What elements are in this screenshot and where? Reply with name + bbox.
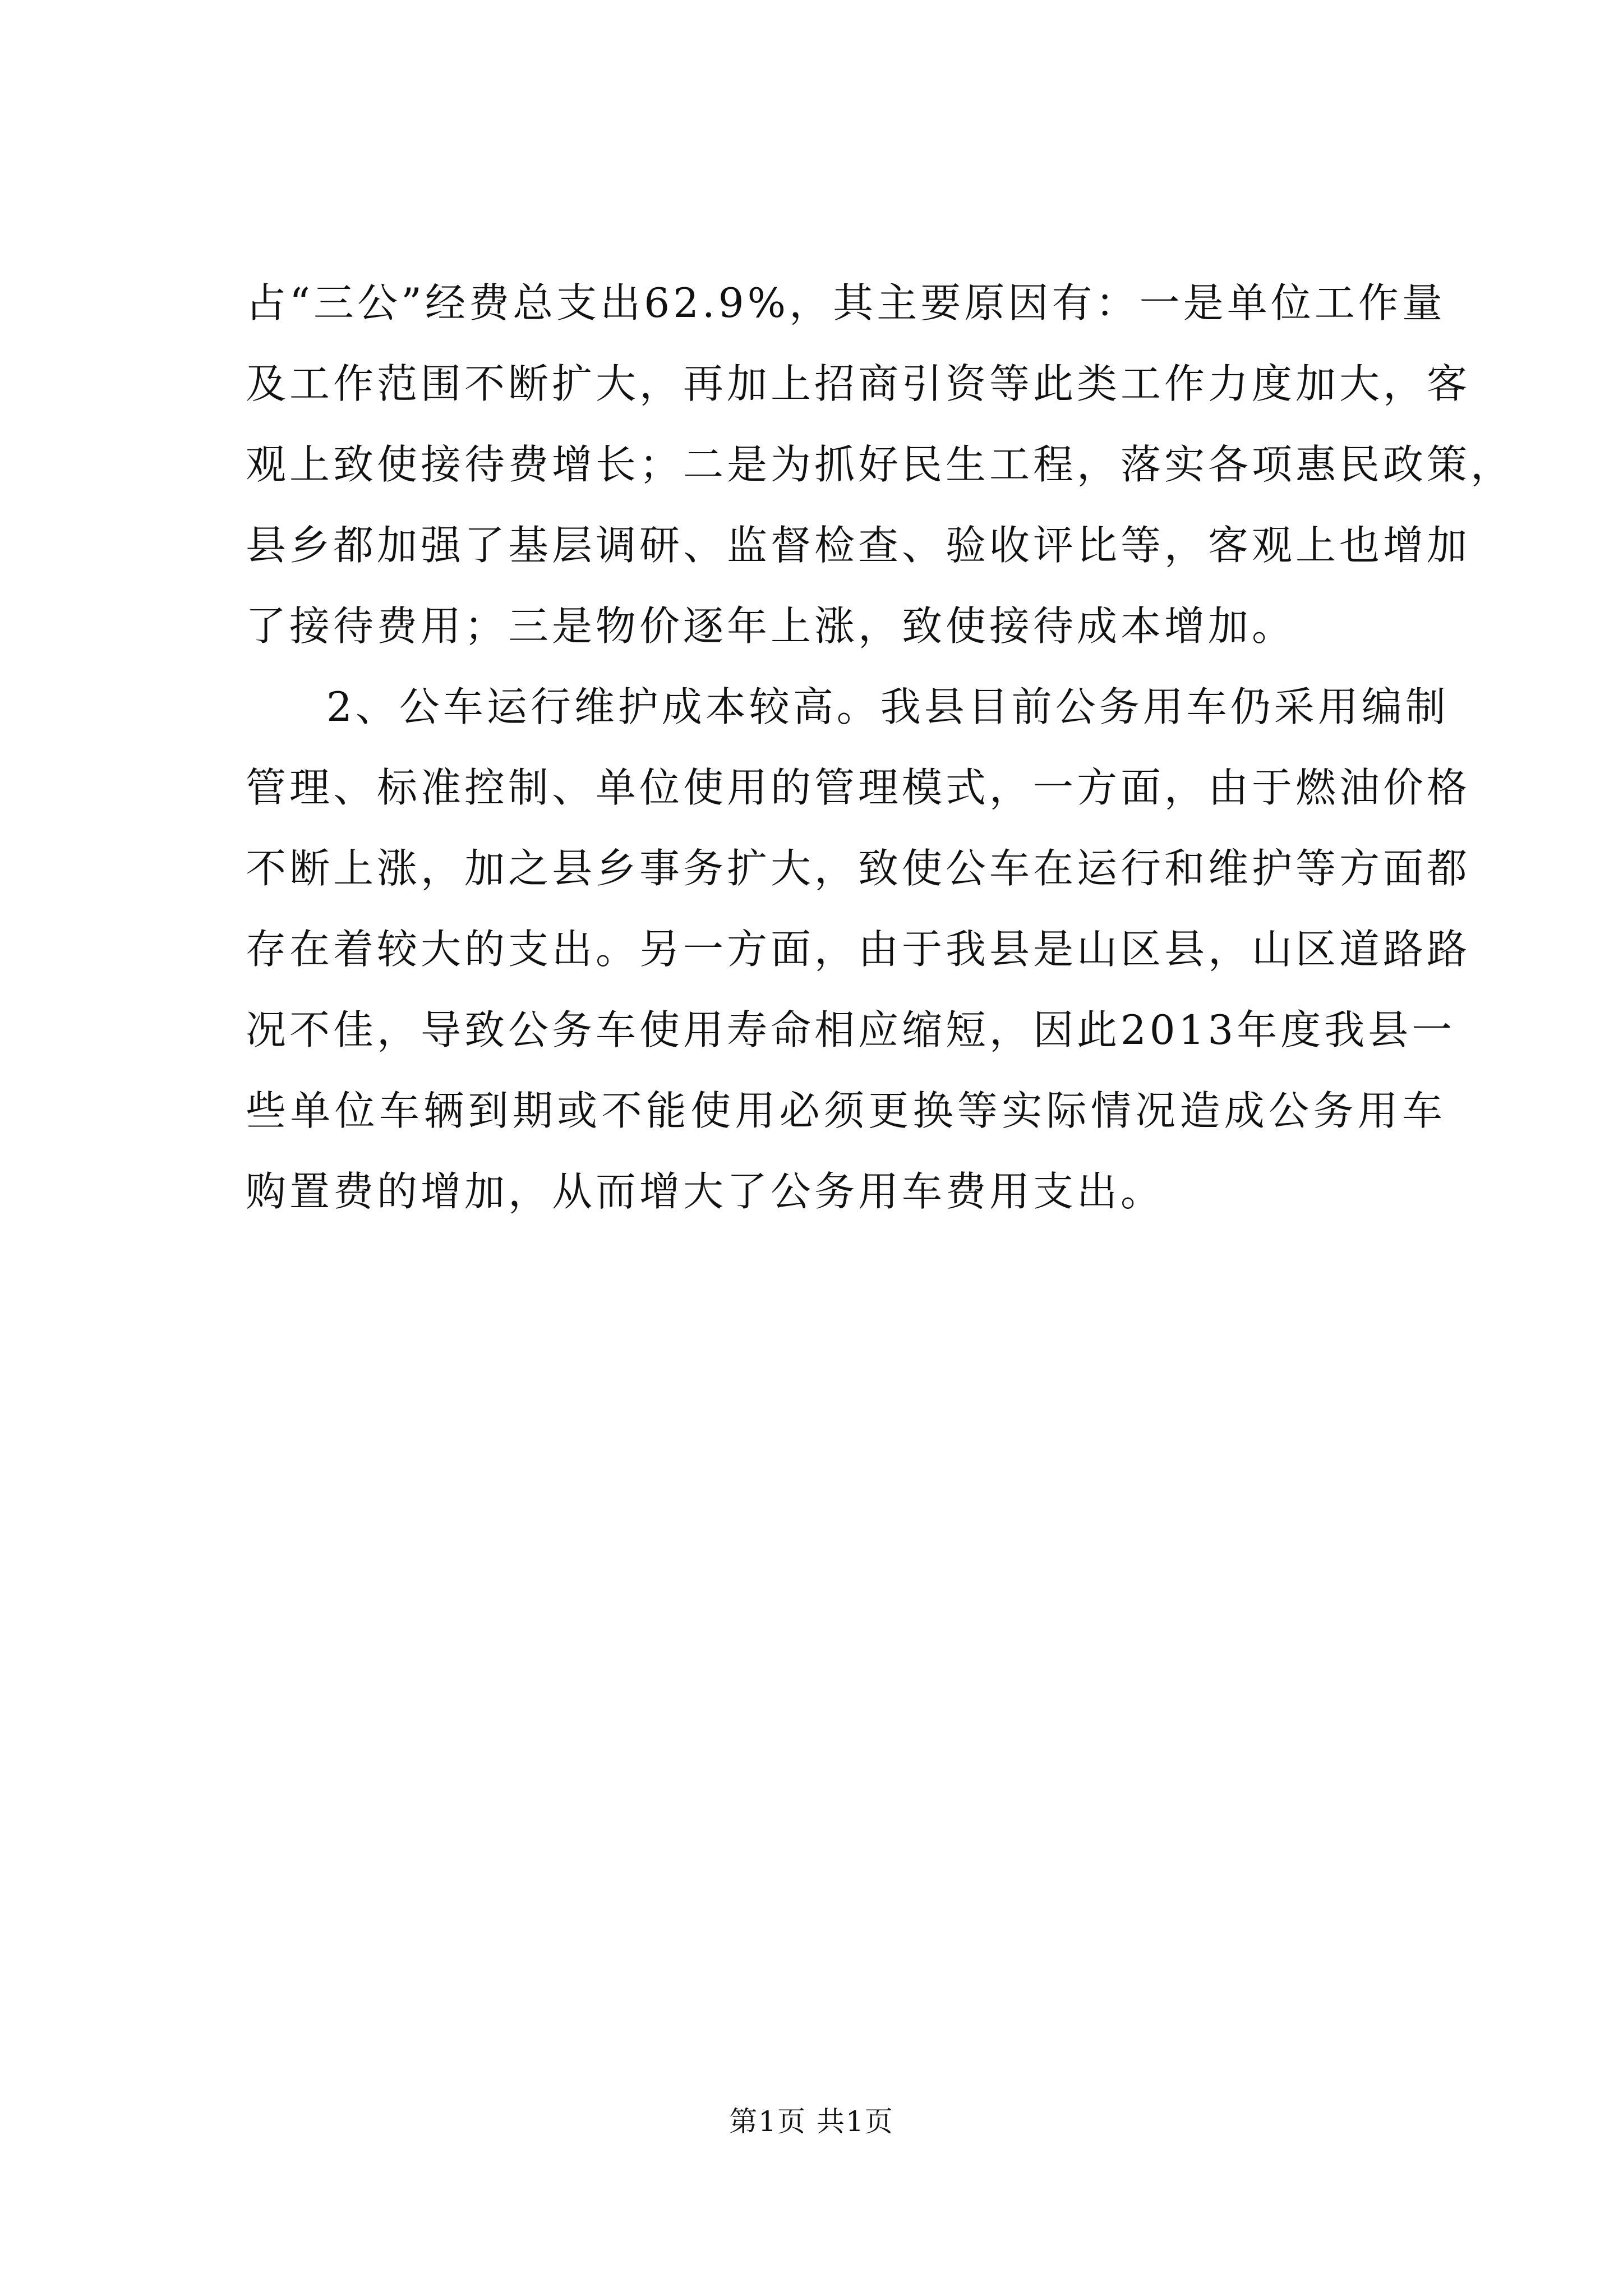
- text-line: 管理、标准控制、单位使用的管理模式，一方面，由于燃油价格: [246, 764, 1471, 811]
- page-number-footer: 第1页 共1页: [729, 2105, 894, 2138]
- text-line: 况不佳，导致公务车使用寿命相应缩短，因此2013年度我县一: [246, 1006, 1456, 1053]
- text-line: 存在着较大的支出。另一方面，由于我县是山区县，山区道路路: [246, 926, 1471, 973]
- text-line: 购置费的增加，从而增大了公务用车费用支出。: [246, 1168, 1165, 1215]
- text-line: 些单位车辆到期或不能使用必须更换等实际情况造成公务用车: [246, 1087, 1446, 1134]
- text-line: 了接待费用；三是物价逐年上涨，致使接待成本增加。: [246, 602, 1296, 650]
- body-text: [246, 263, 1515, 1232]
- text-line: 县乡都加强了基层调研、监督检查、验收评比等，客观上也增加: [246, 522, 1471, 569]
- text-line: 不断上涨，加之县乡事务扩大，致使公车在运行和维护等方面都: [246, 845, 1471, 892]
- paragraph-start-line: 2、公车运行维护成本较高。我县目前公务用车仍采用编制: [326, 683, 1449, 730]
- text-line: 及工作范围不断扩大，再加上招商引资等此类工作力度加大，客: [246, 360, 1471, 407]
- text-line: 观上致使接待费增长；二是为抓好民生工程，落实各项惠民政策，: [246, 441, 1515, 488]
- text-line: 占“三公”经费总支出62.9%，其主要原因有：一是单位工作量: [246, 279, 1446, 326]
